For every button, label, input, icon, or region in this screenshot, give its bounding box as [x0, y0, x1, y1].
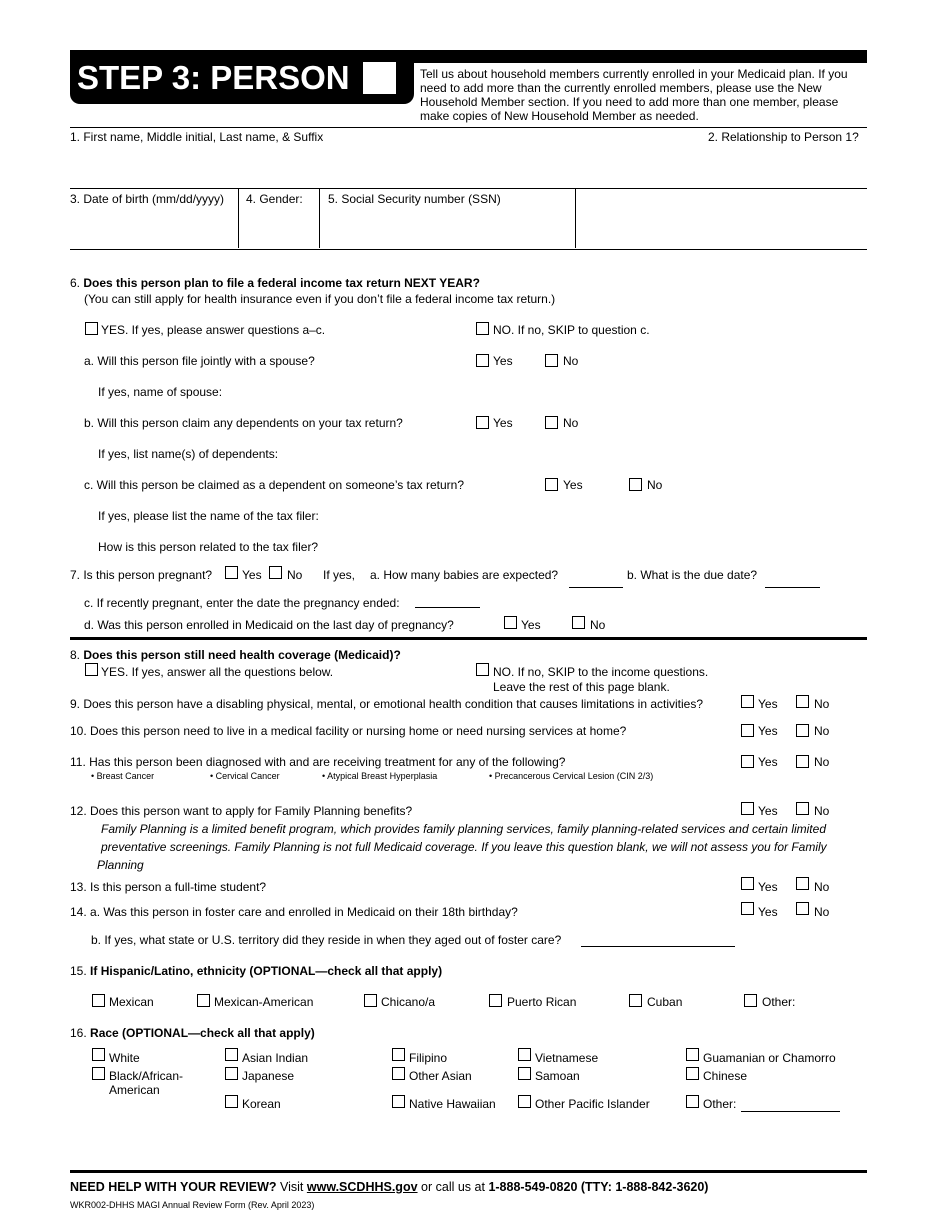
- no-label: No: [647, 478, 663, 492]
- q15-mexican-checkbox[interactable]: [92, 994, 105, 1007]
- q7b-due-date-input[interactable]: [765, 587, 820, 588]
- page-title: STEP 3: PERSON: [77, 59, 350, 96]
- q15-question: If Hispanic/Latino, ethnicity (OPTIONAL—check all that apply): [90, 964, 443, 978]
- q16-korean-label: Korean: [242, 1097, 281, 1111]
- q16-other-input[interactable]: [741, 1111, 840, 1112]
- q16-filipino-checkbox[interactable]: [392, 1048, 405, 1061]
- divider: [575, 188, 576, 248]
- q9-yes-checkbox[interactable]: [741, 695, 754, 708]
- footer-visit: Visit: [280, 1180, 304, 1194]
- form-id: WKR002-DHHS MAGI Annual Review Form (Rev. April 2023): [70, 1200, 315, 1210]
- no-label: No: [814, 755, 830, 769]
- relationship-field[interactable]: [708, 146, 866, 186]
- q6a-yes-checkbox[interactable]: [476, 354, 489, 367]
- divider: [70, 249, 867, 250]
- q16-asian-indian-label: Asian Indian: [242, 1051, 309, 1065]
- q7-yes-checkbox[interactable]: [225, 566, 238, 579]
- q16-japanese-label: Japanese: [242, 1069, 295, 1083]
- first-name-label: 1. First name, Middle initial, Last name, & Suffix: [70, 130, 324, 144]
- q16-japanese-checkbox[interactable]: [225, 1067, 238, 1080]
- q6-yes-checkbox[interactable]: [85, 322, 98, 335]
- no-label: No: [563, 354, 579, 368]
- q10-question: 10. Does this person need to live in a medical facility or nursing home or need nursing services at home?: [70, 724, 627, 738]
- no-label: No: [814, 724, 830, 738]
- q12-yes-checkbox[interactable]: [741, 802, 754, 815]
- q16-other-asian-label: Other Asian: [409, 1069, 472, 1083]
- footer-phone: 1-888-549-0820 (TTY: 1-888-842-3620): [488, 1180, 709, 1194]
- q15-cuban-checkbox[interactable]: [629, 994, 642, 1007]
- footer-site-link[interactable]: www.SCDHHS.gov: [306, 1180, 418, 1194]
- q13-question: 13. Is this person a full-time student?: [70, 880, 267, 894]
- q12-note: preventative screenings. Family Planning is not full Medicaid coverage. If you leave this question blank, we will not assess you for Family: [101, 840, 827, 854]
- yes-label: Yes: [758, 804, 778, 818]
- q16-native-hawaiian-checkbox[interactable]: [392, 1095, 405, 1108]
- q7c-question: c. If recently pregnant, enter the date the pregnancy ended:: [84, 596, 400, 610]
- footer-help: [70, 1180, 708, 1194]
- q8-title: [70, 648, 401, 662]
- q7b-question: b. What is the due date?: [627, 568, 758, 582]
- q6-question: Does this person plan to file a federal income tax return NEXT YEAR?: [83, 276, 480, 290]
- q15-title: [70, 964, 442, 978]
- footer-help-title: NEED HELP WITH YOUR REVIEW?: [70, 1180, 277, 1194]
- yes-label: Yes: [758, 724, 778, 738]
- step-checkbox[interactable]: [363, 62, 396, 94]
- q10-yes-checkbox[interactable]: [741, 724, 754, 737]
- q15-chicano-checkbox[interactable]: [364, 994, 377, 1007]
- dob-label: 3. Date of birth (mm/dd/yyyy): [70, 192, 225, 206]
- q14b-state-input[interactable]: [581, 946, 735, 947]
- q15-mexican-american-checkbox[interactable]: [197, 994, 210, 1007]
- gender-label: 4. Gender:: [246, 192, 303, 206]
- q15-option-label: Chicano/a: [381, 995, 436, 1009]
- q16-vietnamese-label: Vietnamese: [535, 1051, 599, 1065]
- q14a-question: 14. a. Was this person in foster care and enrolled in Medicaid on their 18th birthday?: [70, 905, 518, 919]
- q16-white-checkbox[interactable]: [92, 1048, 105, 1061]
- q16-samoan-checkbox[interactable]: [518, 1067, 531, 1080]
- no-label: No: [814, 697, 830, 711]
- q6c-yes-checkbox[interactable]: [545, 478, 558, 491]
- q14b-question: b. If yes, what state or U.S. territory did they reside in when they aged out of foster care?: [91, 933, 562, 947]
- yes-label: Yes: [493, 354, 513, 368]
- q8-no-checkbox[interactable]: [476, 663, 489, 676]
- q12-note: Family Planning is a limited benefit program, which provides family planning services, family planning-related services and certain limited: [101, 822, 826, 836]
- q14a-no-checkbox[interactable]: [796, 902, 809, 915]
- divider: [70, 188, 867, 189]
- q6c-tax-filer-label: If yes, please list the name of the tax filer:: [98, 509, 319, 523]
- q10-no-checkbox[interactable]: [796, 724, 809, 737]
- section-divider: [70, 637, 867, 640]
- q16-black-label: Black/African-: [109, 1069, 184, 1083]
- no-label: No: [814, 804, 830, 818]
- no-label: No: [287, 568, 303, 582]
- footer-divider: [70, 1170, 867, 1173]
- yes-label: Yes: [758, 880, 778, 894]
- divider: [319, 188, 320, 248]
- q11-item: • Atypical Breast Hyperplasia: [322, 771, 438, 781]
- q16-other-pacific-checkbox[interactable]: [518, 1095, 531, 1108]
- q16-filipino-label: Filipino: [409, 1051, 448, 1065]
- q8-question: Does this person still need health coverage (Medicaid)?: [83, 648, 401, 662]
- q6-no-checkbox[interactable]: [476, 322, 489, 335]
- ssn-field[interactable]: [321, 208, 573, 246]
- yes-label: Yes: [758, 905, 778, 919]
- q15-option-label: Mexican-American: [214, 995, 314, 1009]
- q11-item: • Precancerous Cervical Lesion (CIN 2/3): [489, 771, 654, 781]
- dob-field[interactable]: [70, 208, 236, 246]
- q6c-no-checkbox[interactable]: [629, 478, 642, 491]
- q16-guamanian-label: Guamanian or Chamorro: [703, 1051, 836, 1065]
- q7-no-checkbox[interactable]: [269, 566, 282, 579]
- q15-option-label: Mexican: [109, 995, 154, 1009]
- q11-item: • Cervical Cancer: [210, 771, 280, 781]
- footer-or-call: or call us at: [421, 1180, 485, 1194]
- relationship-label: 2. Relationship to Person 1?: [708, 130, 859, 144]
- q11-item: • Breast Cancer: [91, 771, 155, 781]
- q7c-date-input[interactable]: [415, 607, 480, 608]
- q11-yes-checkbox[interactable]: [741, 755, 754, 768]
- q9-question: 9. Does this person have a disabling physical, mental, or emotional health condition that causes limitations in activities?: [70, 697, 704, 711]
- q16-other-pacific-label: Other Pacific Islander: [535, 1097, 650, 1111]
- q16-korean-checkbox[interactable]: [225, 1095, 238, 1108]
- q8-no-label-line2: Leave the rest of this page blank.: [493, 680, 670, 694]
- header-instructions: Tell us about household members currently enrolled in your Medicaid plan. If you need to add more than the currently enrolled members, please use the New Household Member section. If you need to add more than one member, please make copies of New Household Member as needed.: [420, 67, 848, 123]
- q15-other-checkbox[interactable]: [744, 994, 757, 1007]
- divider: [238, 188, 239, 248]
- yes-label: Yes: [563, 478, 583, 492]
- q7d-yes-checkbox[interactable]: [504, 616, 517, 629]
- q6a-spouse-label: If yes, name of spouse:: [98, 385, 223, 399]
- q12-no-checkbox[interactable]: [796, 802, 809, 815]
- no-label: No: [814, 880, 830, 894]
- q16-other-asian-checkbox[interactable]: [392, 1067, 405, 1080]
- q13-no-checkbox[interactable]: [796, 877, 809, 890]
- q16-guamanian-checkbox[interactable]: [686, 1048, 699, 1061]
- q8-yes-checkbox[interactable]: [85, 663, 98, 676]
- q12-note: Planning: [97, 858, 144, 872]
- q6c-relation-label: How is this person related to the tax filer?: [98, 540, 319, 554]
- yes-label: Yes: [758, 697, 778, 711]
- q8-yes-label: YES. If yes, answer all the questions below.: [101, 665, 334, 679]
- q16-black-checkbox[interactable]: [92, 1067, 105, 1080]
- q6-note: (You can still apply for health insurance even if you don’t file a federal income tax return.): [84, 292, 556, 306]
- q14a-yes-checkbox[interactable]: [741, 902, 754, 915]
- q6b-yes-checkbox[interactable]: [476, 416, 489, 429]
- q15-option-label: Cuban: [647, 995, 683, 1009]
- q16-other-checkbox[interactable]: [686, 1095, 699, 1108]
- q6-number: 6.: [70, 276, 81, 290]
- q16-chinese-checkbox[interactable]: [686, 1067, 699, 1080]
- q7-question: 7. Is this person pregnant?: [70, 568, 213, 582]
- no-label: No: [563, 416, 579, 430]
- q7a-babies-input[interactable]: [569, 587, 623, 588]
- name-field[interactable]: [70, 146, 700, 186]
- q11-question: 11. Has this person been diagnosed with and are receiving treatment for any of the following?: [70, 755, 566, 769]
- no-label: No: [814, 905, 830, 919]
- yes-label: Yes: [242, 568, 262, 582]
- yes-label: Yes: [493, 416, 513, 430]
- q8-number: 8.: [70, 648, 81, 662]
- q16-white-label: White: [109, 1051, 140, 1065]
- q16-vietnamese-checkbox[interactable]: [518, 1048, 531, 1061]
- q7d-no-checkbox[interactable]: [572, 616, 585, 629]
- q6c-question: c. Will this person be claimed as a dependent on someone’s tax return?: [84, 478, 464, 492]
- q13-yes-checkbox[interactable]: [741, 877, 754, 890]
- q15-option-label: Other:: [762, 995, 796, 1009]
- q8-no-label: NO. If no, SKIP to the income questions.: [493, 665, 709, 679]
- q16-other-label: Other:: [703, 1097, 737, 1111]
- q16-chinese-label: Chinese: [703, 1069, 748, 1083]
- q15-puerto-rican-checkbox[interactable]: [489, 994, 502, 1007]
- q15-number: 15.: [70, 964, 87, 978]
- no-label: No: [590, 618, 606, 632]
- q6b-dependents-label: If yes, list name(s) of dependents:: [98, 447, 279, 461]
- q16-title: [70, 1026, 315, 1040]
- q7-if-yes: If yes,: [323, 568, 356, 582]
- q16-native-hawaiian-label: Native Hawaiian: [409, 1097, 496, 1111]
- q16-number: 16.: [70, 1026, 87, 1040]
- q6a-no-checkbox[interactable]: [545, 354, 558, 367]
- q12-question: 12. Does this person want to apply for Family Planning benefits?: [70, 804, 413, 818]
- q7a-question: a. How many babies are expected?: [370, 568, 559, 582]
- q16-question: Race (OPTIONAL—check all that apply): [90, 1026, 315, 1040]
- q16-asian-indian-checkbox[interactable]: [225, 1048, 238, 1061]
- q6-no-label: NO. If no, SKIP to question c.: [493, 323, 650, 337]
- divider: [70, 127, 867, 128]
- q7d-question: d. Was this person enrolled in Medicaid on the last day of pregnancy?: [84, 618, 454, 632]
- q15-option-label: Puerto Rican: [507, 995, 577, 1009]
- q9-no-checkbox[interactable]: [796, 695, 809, 708]
- q6a-question: a. Will this person file jointly with a spouse?: [84, 354, 315, 368]
- q16-black-label-line2: American: [109, 1083, 160, 1097]
- q16-samoan-label: Samoan: [535, 1069, 580, 1083]
- q6-title: [70, 276, 480, 290]
- yes-label: Yes: [521, 618, 541, 632]
- q6b-no-checkbox[interactable]: [545, 416, 558, 429]
- q6b-question: b. Will this person claim any dependents on your tax return?: [84, 416, 403, 430]
- ssn-label: 5. Social Security number (SSN): [328, 192, 501, 206]
- q6-yes-label: YES. If yes, please answer questions a–c.: [101, 323, 326, 337]
- yes-label: Yes: [758, 755, 778, 769]
- q11-no-checkbox[interactable]: [796, 755, 809, 768]
- gender-field[interactable]: [240, 208, 318, 246]
